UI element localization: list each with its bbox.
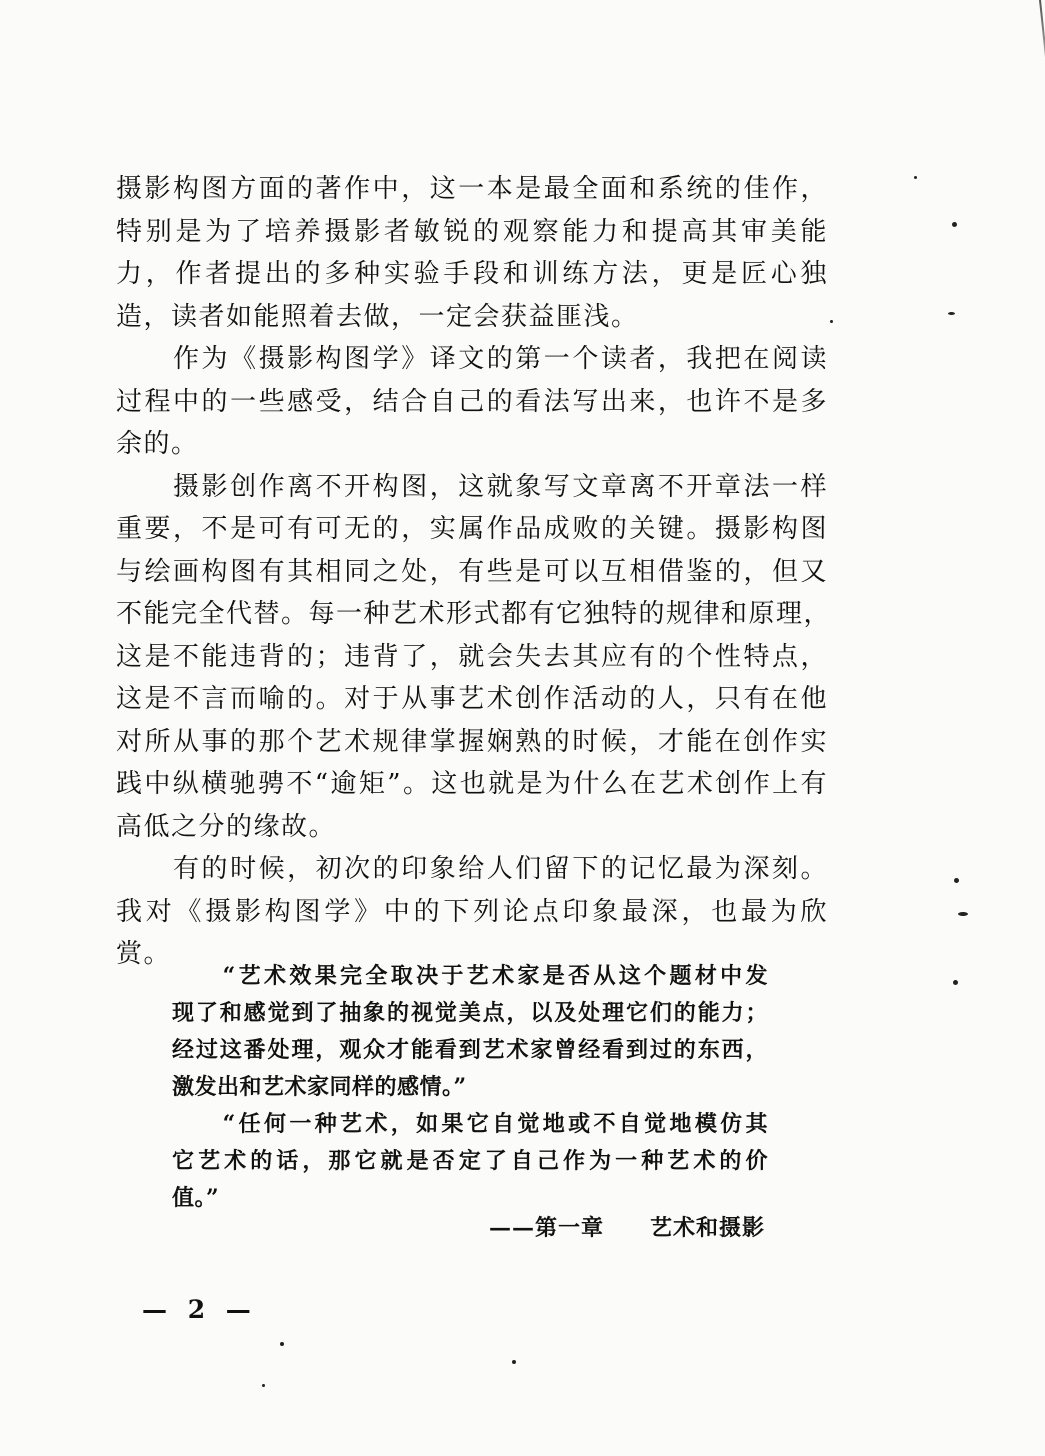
- text-line: 这是不言而喻的。对于从事艺术创作活动的人，只有在他: [116, 684, 828, 714]
- text-line: 特别是为了培养摄影者敏锐的观察能力和提高其审美能: [116, 216, 828, 247]
- scan-speck: [280, 1342, 284, 1346]
- quote-line: 现了和感觉到了抽象的视觉美点，以及处理它们的能力；: [172, 1000, 768, 1026]
- text-line: 这是不能违背的；违背了，就会失去其应有的个性特点，: [116, 641, 828, 672]
- scan-speck: [954, 878, 959, 883]
- text-line: 赏。: [116, 939, 172, 969]
- text-line: 有的时候，初次的印象给人们留下的记忆最为深刻。: [116, 854, 828, 884]
- text-line: 重要，不是可有可无的，实属作品成败的关键。摄影构图: [116, 514, 828, 544]
- text-line: 造，读者如能照着去做，一定会获益匪浅。: [116, 301, 639, 332]
- text-line: 对所从事的那个艺术规律掌握娴熟的时候，才能在创作实: [116, 726, 828, 757]
- scan-speck: [512, 1360, 516, 1364]
- text-line: 摄影构图方面的著作中，这一本是最全面和系统的佳作，: [116, 174, 828, 204]
- quote-line: 激发出和艺术家同样的感情。”: [172, 1074, 467, 1100]
- scan-speck: [830, 320, 833, 323]
- scan-speck: [262, 1384, 265, 1387]
- body-text: [116, 168, 832, 976]
- text-line: 不能完全代替。每一种艺术形式都有它独特的规律和原理，: [116, 599, 832, 629]
- page-number: — 2 —: [142, 1295, 257, 1324]
- quote-line: 值。”: [172, 1185, 220, 1211]
- text-line: 作为《摄影构图学》译文的第一个读者，我把在阅读: [116, 344, 828, 374]
- quote-line: “任何一种艺术，如果它自觉地或不自觉地模仿其: [172, 1111, 768, 1137]
- text-line: 摄影创作离不开构图，这就象写文章离不开章法一样: [116, 471, 828, 502]
- quote-line: 经过这番处理，观众才能看到艺术家曾经看到过的东西，: [172, 1037, 768, 1063]
- text-line: 力，作者提出的多种实验手段和训练方法，更是匠心独: [116, 259, 828, 289]
- scan-speck: [948, 312, 955, 315]
- text-line: 与绘画构图有其相同之处，有些是可以互相借鉴的，但又: [116, 556, 828, 587]
- text-line: 我对《摄影构图学》中的下列论点印象最深，也最为欣: [116, 896, 828, 927]
- scan-speck: [953, 980, 958, 985]
- quote-attribution: ——第一章 艺术和摄影: [488, 1215, 765, 1241]
- text-line: 余的。: [116, 429, 199, 459]
- text-line: 践中纵横驰骋不“逾矩”。这也就是为什么在艺术创作上有: [116, 769, 828, 799]
- scan-edge-mark: [1039, 0, 1045, 119]
- text-line: 高低之分的缘故。: [116, 811, 337, 842]
- block-quote: [172, 958, 768, 1217]
- scan-speck: [914, 176, 917, 179]
- quote-line: 它艺术的话，那它就是否定了自己作为一种艺术的价: [172, 1148, 768, 1174]
- quote-line: “艺术效果完全取决于艺术家是否从这个题材中发: [172, 963, 768, 989]
- scan-speck: [952, 222, 957, 227]
- scan-speck: [958, 912, 968, 916]
- text-line: 过程中的一些感受，结合自己的看法写出来，也许不是多: [116, 386, 828, 417]
